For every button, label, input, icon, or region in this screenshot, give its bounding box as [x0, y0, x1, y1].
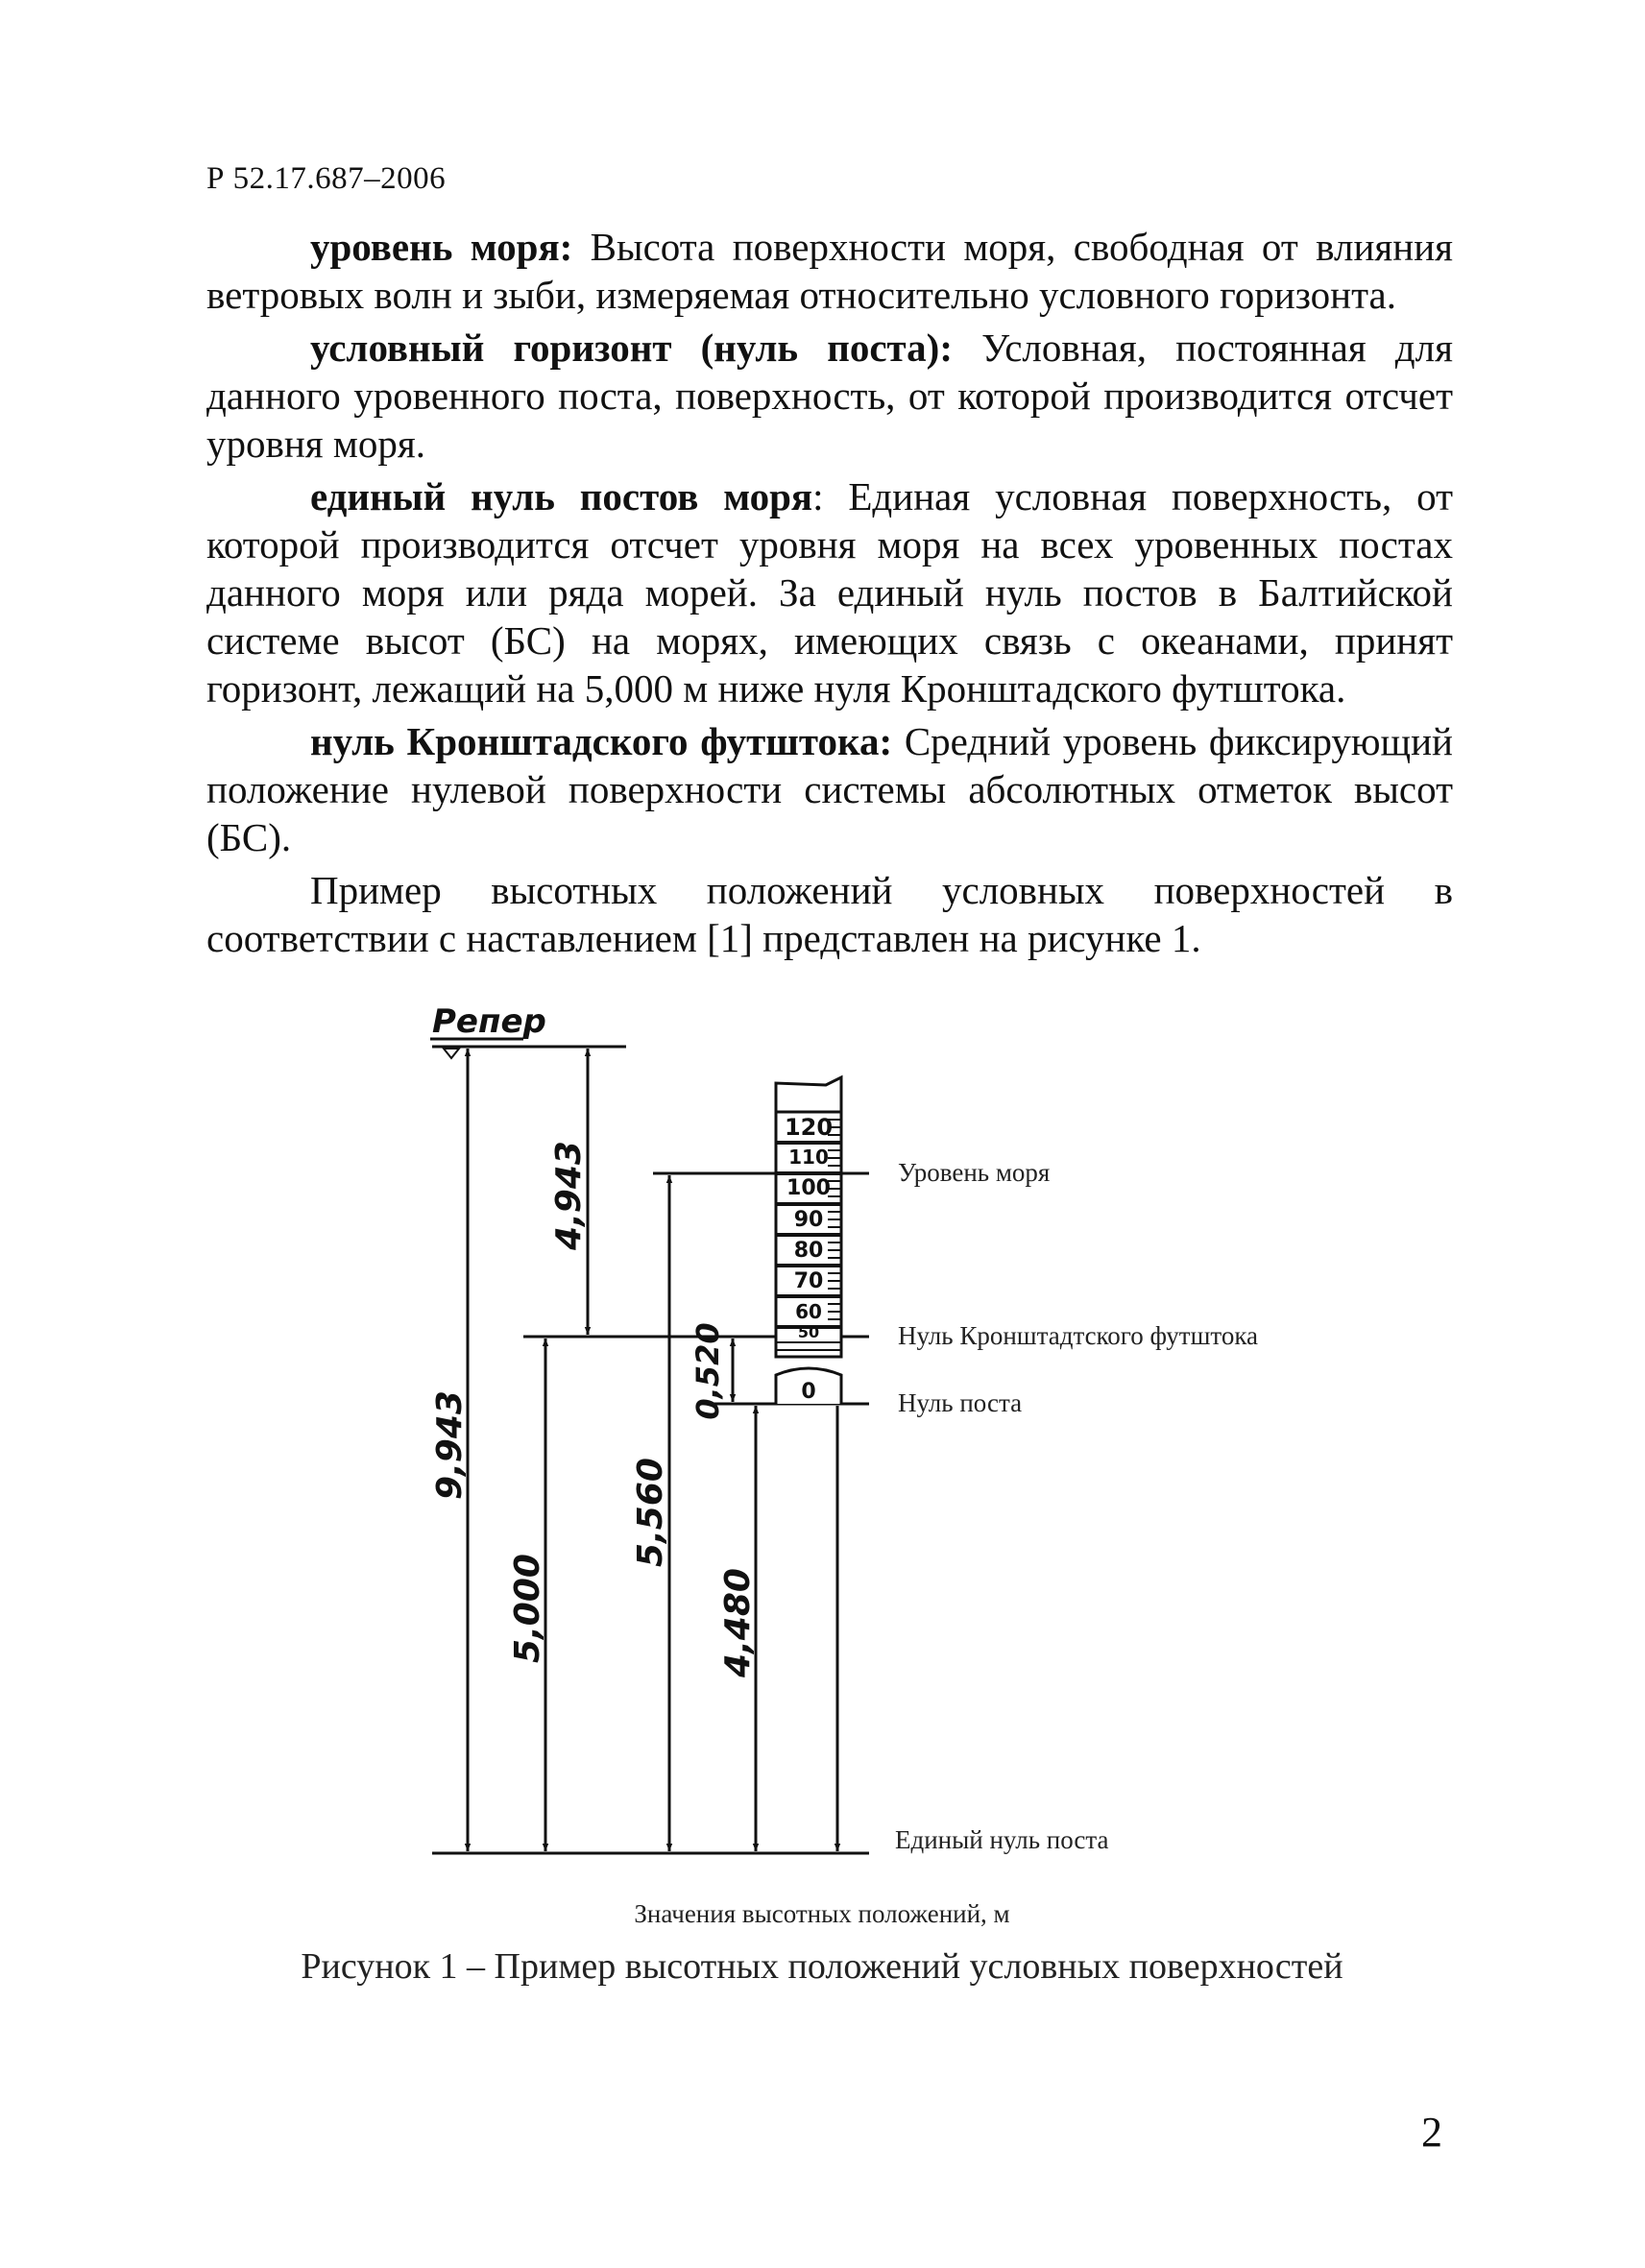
definition: Высота поверхности моря, свободная от влияния ветровых волн и зыби, измеряемая относительно условного горизонта.	[206, 225, 1453, 317]
figure-reference-text: Пример высотных положений условных поверхностей в соответствии с наставлением [1] представлен на рисунке 1.	[206, 868, 1453, 960]
term: единый нуль постов моря	[310, 474, 813, 519]
staff-mark-80: 80	[793, 1239, 824, 1263]
tide-staff	[776, 1077, 841, 1404]
page-number: 2	[1421, 2109, 1442, 2156]
staff-mark-90: 90	[793, 1208, 824, 1232]
benchmark-label: Репер	[432, 1002, 546, 1041]
units-caption: Значения высотных положений, м	[634, 1899, 1010, 1928]
term: уровень моря:	[310, 225, 573, 269]
staff-mark-50: 50	[797, 1323, 820, 1341]
figure-caption: Рисунок 1 – Пример высотных положений условных поверхностей	[301, 1946, 1343, 1987]
staff-mark-120: 120	[784, 1114, 834, 1141]
benchmark-mark-icon	[444, 1049, 459, 1058]
staff-mark-110: 110	[788, 1146, 829, 1169]
dimension-4943-label: 4,943	[549, 1141, 589, 1250]
definition: Условная, постоянная для данного уровенного поста, поверхность, от которой производится отсчет уровня моря.	[206, 326, 1453, 466]
term: условный горизонт (нуль поста):	[310, 326, 953, 370]
dimension-4480-label: 4,480	[718, 1568, 758, 1677]
staff-mark-100: 100	[786, 1176, 831, 1200]
label-post-zero: Нуль поста	[898, 1388, 1023, 1417]
label-kronstadt-zero: Нуль Кронштадтского футштока	[898, 1321, 1259, 1350]
staff-mark-70: 70	[793, 1269, 824, 1293]
dimension-5560-label: 5,560	[631, 1458, 670, 1567]
staff-mark-0: 0	[801, 1380, 816, 1404]
document-code: Р 52.17.687–2006	[206, 161, 447, 196]
staff-mark-60: 60	[795, 1300, 822, 1323]
definition: Средний уровень фиксирующий положение нулевой поверхности системы абсолютных отметок высот (БС).	[206, 719, 1453, 859]
label-unified-zero: Единый нуль поста	[895, 1825, 1109, 1854]
term: нуль Кронштадского футштока:	[310, 719, 893, 763]
staff-top	[776, 1077, 841, 1114]
dimension-5000-label: 5,000	[508, 1554, 547, 1663]
dimension-0520-label: 0,520	[689, 1322, 726, 1420]
dimension-9943-label: 9,943	[430, 1390, 470, 1500]
definition: : Единая условная поверхность, от которой производится отсчет уровня моря на всех уровенных постах данного моря или ряда морей. За единый нуль постов в Балтийской системе высот (БС) на морях, имеющих связь с океанами, принят горизонт, лежащий на 5,000 м ниже нуля Кронштадского футштока.	[206, 474, 1453, 711]
label-sea-level: Уровень моря	[898, 1158, 1051, 1187]
